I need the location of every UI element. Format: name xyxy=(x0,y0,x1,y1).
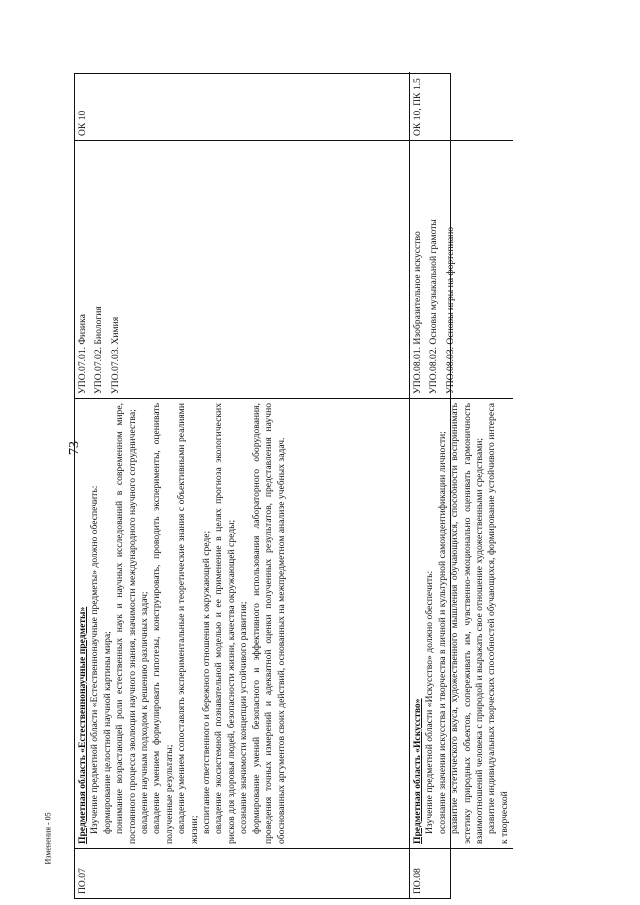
table-row-po07 xyxy=(75,72,410,898)
description-line: осознание значимости концепции устойчивого развития; xyxy=(238,601,250,834)
table-rotator xyxy=(74,73,510,899)
subject-item: УПО.08.02. Основы музыкальной грамоты xyxy=(428,219,440,394)
row-description xyxy=(410,398,513,848)
description-line: развитие индивидуальных творческих способностей обучающихся, формирование устойчивого интереса к творческой xyxy=(486,403,510,844)
subject-item: УПО.07.03. Химия xyxy=(109,316,121,394)
description-line: воспитание ответственного и бережного отношения к окружающей среде; xyxy=(201,530,213,834)
description-line: формирование целостной научной картины мира; xyxy=(101,631,113,834)
row-code: ПО.08 xyxy=(410,848,513,898)
row-subjects xyxy=(75,140,409,398)
description-line: формирование умений безопасного и эффективного использования лабораторного оборудования, проведения точных измерений и адекватной оценки полученных результатов, представления научно обоснованных аргументов своих действий, основанных на межпредметном анализе учебных задач. xyxy=(250,403,287,844)
description-line: овладение умением сопоставлять экспериментальные и теоретические знания с объективными реалиями жизни; xyxy=(176,403,200,844)
subject-item: УПО.08.03. Основы игры на фортепиано xyxy=(444,226,456,394)
table-row-po08 xyxy=(410,72,510,898)
description-line: понимание возрастающей роли естественных наук и научных исследований в современном мире, постоянного процесса эволюции научного знания, значимости международного научного сотрудничества; xyxy=(114,403,138,844)
description-line: развитие эстетического вкуса, художественного мышления обучающихся, способности воспринимать эстетику природных объектов, сопереживать им, чувственно-эмоционально оценивать гармоничность взаимоотношений человека с природой и выражать свое отношение художественными средствами; xyxy=(449,403,486,844)
description-line: осознание значения искусства и творчества в личной и культурной самоидентификации личности; xyxy=(436,431,448,834)
description-line: Изучение предметной области «Искусство» должно обеспечить: xyxy=(424,570,436,834)
row-code: ПО.07 xyxy=(75,848,409,898)
area-heading: Предметная область «Искусство» xyxy=(412,698,423,844)
subject-item: УПО.08.01. Изобразительное искусство xyxy=(412,231,423,394)
area-heading: Предметная область «Естественнонаучные предметы» xyxy=(77,606,88,844)
subject-item: УПО.07.02. Биология xyxy=(93,306,105,394)
description-line: овладение научным подходом к решению различных задач; xyxy=(139,591,151,834)
description-line: овладение экосистемной познавательной моделью и ее применение в целях прогноза экологических рисков для здоровья людей, безопасности жизни, качества окружающей среды; xyxy=(213,403,237,844)
page-number: 73 xyxy=(67,441,82,455)
subject-item: УПО.07.01. Физика xyxy=(77,314,88,394)
row-competencies: ОК 10 xyxy=(77,110,88,136)
row-competencies: ОК 10, ПК 1.5 xyxy=(412,78,423,136)
curriculum-table xyxy=(74,73,510,899)
footer-note: Изменения - 05 xyxy=(43,812,53,865)
description-line: овладение умением формулировать гипотезы, конструировать, проводить эксперименты, оценивать полученные результаты; xyxy=(151,403,175,844)
row-description xyxy=(75,398,409,848)
description-line: Изучение предметной области «Естественнонаучные предметы» должно обеспечить: xyxy=(89,485,101,834)
row-subjects xyxy=(410,140,513,398)
